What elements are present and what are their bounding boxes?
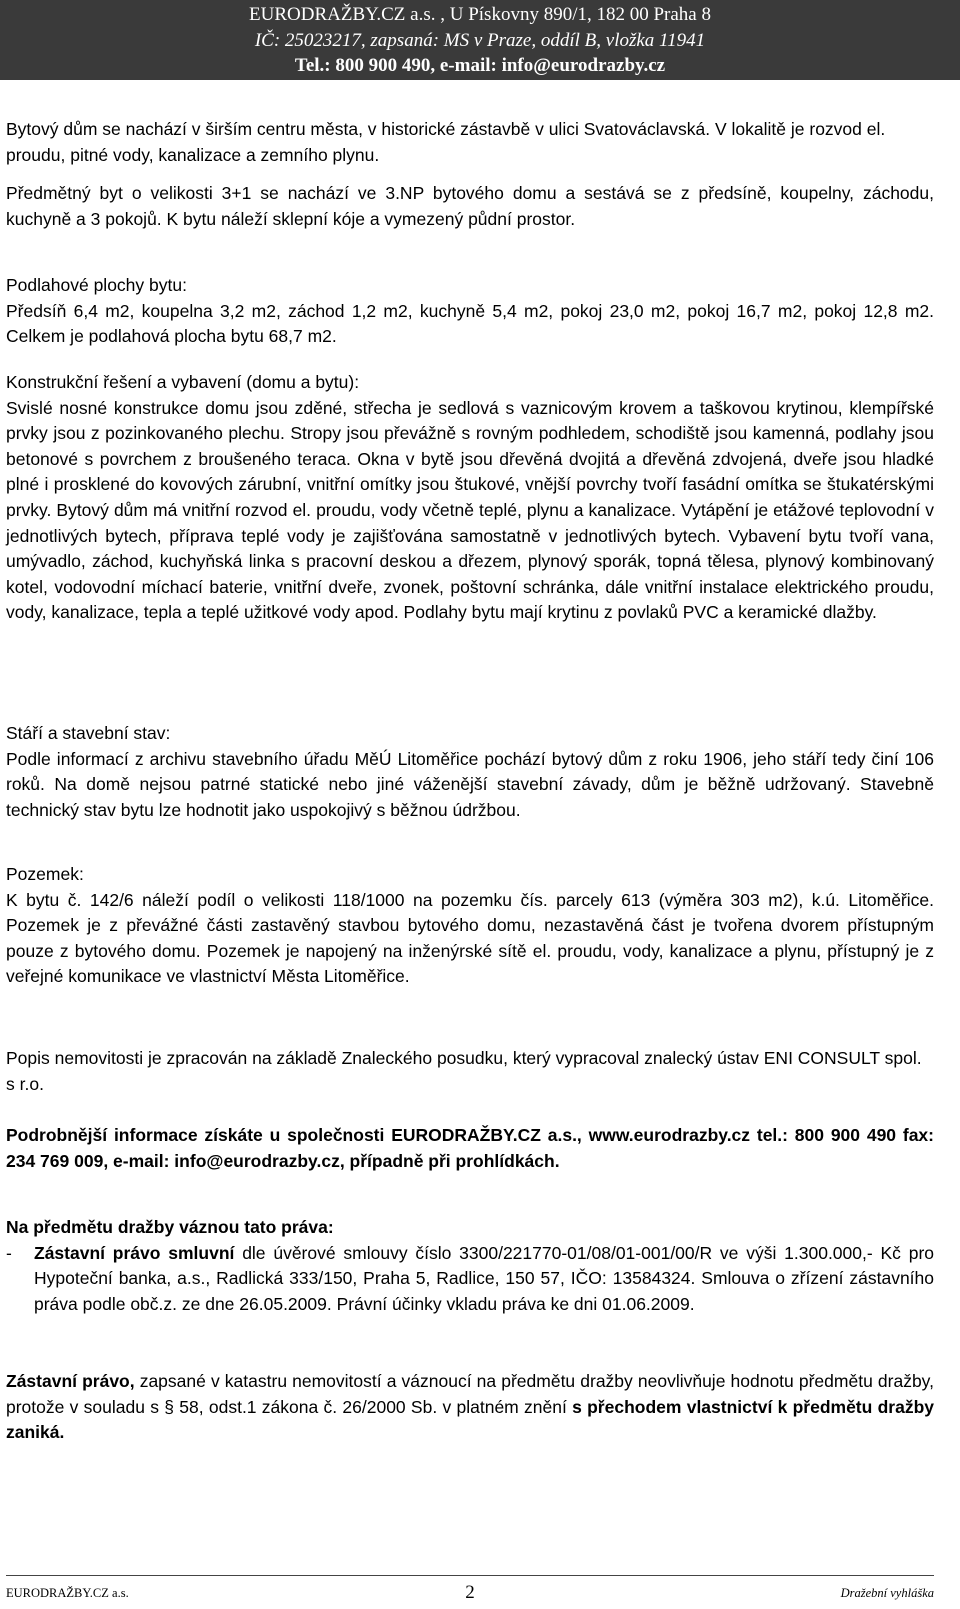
info-text: Podrobnější informace získáte u společnosti EURODRAŽBY.CZ a.s., www.eurodrazby.cz tel.: 800 900 490 fax: 234 769 009, e-mail: info@eurodrazby.cz, případně při prohlídkách. [6,1125,934,1171]
list-dash: - [6,1242,12,1263]
construction-text: Svislé nosné konstrukce domu jsou zděné, střecha je sedlová s vaznicovým krovem a taškovou krytinou, klempířské prvky jsou z pozinkovaného plechu. Stropy jsou převážně s rovným podhledem, schodiště jsou kamenná, podlahy jsou betonové s povrchem z broušeného teraca. Okna v bytě jsou dřevěná dvojitá a dřevěná zdvojená, dveře jsou hladké plné i prosklené do kovových zárubní, vnitřní omítky jsou štukové, vnější povrchy tvoří fasádní omítka se štukatérskými prvky. Bytový dům má vnitřní rozvod el. proudu, vody včetně teplé, plynu a kanalizace. Vytápění je etážové teplovodní v jednotlivých bytech, příprava teplé vody je zajišťována samostatně v jednotlivých bytech. Vybavení bytu tvoří vana, umývadlo, záchod, kuchyňská linka s pracovní deskou a dřezem, plynový sporák, topná tělesa, plynový kombinovaný kotel, vodovodní míchací baterie, vnitřní dveře, zvonek, poštovní schránka, dále vnitřní instalace elektrického proudu, vody, kanalizace, tepla a teplé užitkové vody apod. Podlahy bytu mají krytinu z povlaků PVC a keramické dlažby. [6,397,934,623]
lien-item [6,1241,934,1318]
final-bold-tail: s přechodem vlastnictví k předmětu dražby zaniká. [6,1396,934,1443]
lien-details: dle úvěrové smlouvy číslo 3300/221770-01/08/01-001/00/R ve výši 1.300.000,- Kč pro Hypoteční banka, a.s., Radlická 333/150, Praha 5, Radlice, 150 57, IČO: 13584324. Smlouva o zřízení zástavního práva podle obč.z. ze dne 26.05.2009. Právní účinky vkladu práva ke dni 01.06.2009. [34,1242,935,1314]
apartment-text: Předmětný byt o velikosti 3+1 se nachází ve 3.NP bytového domu a sestává se z předsíně, koupelny, záchodu, kuchyně a 3 pokojů. K bytu náleží sklepní kóje a vymezený půdní prostor. [6,183,934,229]
lien-title: Zástavní právo smluvní [34,1242,235,1263]
page-footer [6,1575,934,1606]
age-heading: Stáří a stavební stav: [6,723,171,743]
location-text: Bytový dům se nachází v širším centru města, v historické zástavbě v ulici Svatováclavská. V lokalitě je rozvod el. proudu, pitné vody, kanalizace a zemního plynu. [6,119,886,165]
floor-area-text: Předsíň 6,4 m2, koupelna 3,2 m2, záchod 1,2 m2, kuchyně 5,4 m2, pokoj 23,0 m2, pokoj 16,7 m2, pokoj 12,8 m2. Celkem je podlahová plocha bytu 68,7 m2. [6,300,934,347]
appraisal-text: Popis nemovitosti je zpracován na základě Znaleckého posudku, který vypracoval znalecký ústav ENI CONSULT spol. s r.o. [6,1048,922,1094]
letterhead-company-address: EURODRAŽBY.CZ a.s. , U Pískovny 890/1, 182 00 Praha 8 [249,4,711,25]
page-number: 2 [465,1582,475,1603]
final-text [6,1369,934,1446]
footer-company: EURODRAŽBY.CZ a.s. [6,1586,129,1600]
land-text: K bytu č. 142/6 náleží podíl o velikosti 118/1000 na pozemku čís. parcely 613 (výměra 303 m2), k.ú. Litoměřice. Pozemek je z převážné části zastavěný stavbou bytového domu, nezastavěná část je tvořena dvorem přístupným pouze z bytového domu. Pozemek je napojený na inženýrské sítě el. proudu, vody, kanalizace a plynu, přístupný je z veřejné komunikace ve vlastnictví Města Litoměřice. [6,889,934,987]
appraisal-paragraph [6,1046,934,1097]
footer-document-title: Dražební vyhláška [840,1586,934,1600]
location-paragraph [6,117,934,168]
final-bold-lead: Zástavní právo, [6,1371,135,1391]
rights-section [6,1215,934,1317]
lien-text [34,1241,934,1318]
contact-text: Tel.: 800 900 490, e-mail: info@eurodrazby.cz [294,55,666,76]
info-paragraph [6,1123,934,1174]
construction-heading: Konstrukční řešení a vybavení (domu a bytu): [6,372,360,392]
age-text: Podle informací z archivu stavebního úřadu MěÚ Litoměřice pochází bytový dům z roku 1906, jeho stáří tedy činí 106 roků. Na domě nejsou patrné statické nebo jiné váženější stavební závady, dům je běžně udržovaný. Stavebně technický stav bytu lze hodnotit jako uspokojivý s běžnou údržbou. [6,748,934,820]
land-heading: Pozemek: [6,864,84,884]
letterhead [0,0,960,80]
apartment-paragraph [6,181,934,232]
floor-area-section [6,273,934,350]
land-section [6,862,934,990]
final-body: zapsané v katastru nemovitostí a váznoucí na předmětu dražby neovlivňuje hodnotu předmětu dražby, protože v souladu s § 58, odst.1 zákona č. 26/2000 Sb. v platném znění [6,1371,934,1417]
floor-area-heading: Podlahové plochy bytu: [6,275,187,295]
letterhead-registration: IČ: 25023217, zapsaná: MS v Praze, oddíl B, vložka 11941 [254,30,706,51]
letterhead-contact [0,55,960,77]
rights-heading: Na předmětu dražby váznou tato práva: [6,1217,334,1237]
construction-section [6,370,934,626]
age-section [6,721,934,823]
final-paragraph [6,1369,934,1446]
